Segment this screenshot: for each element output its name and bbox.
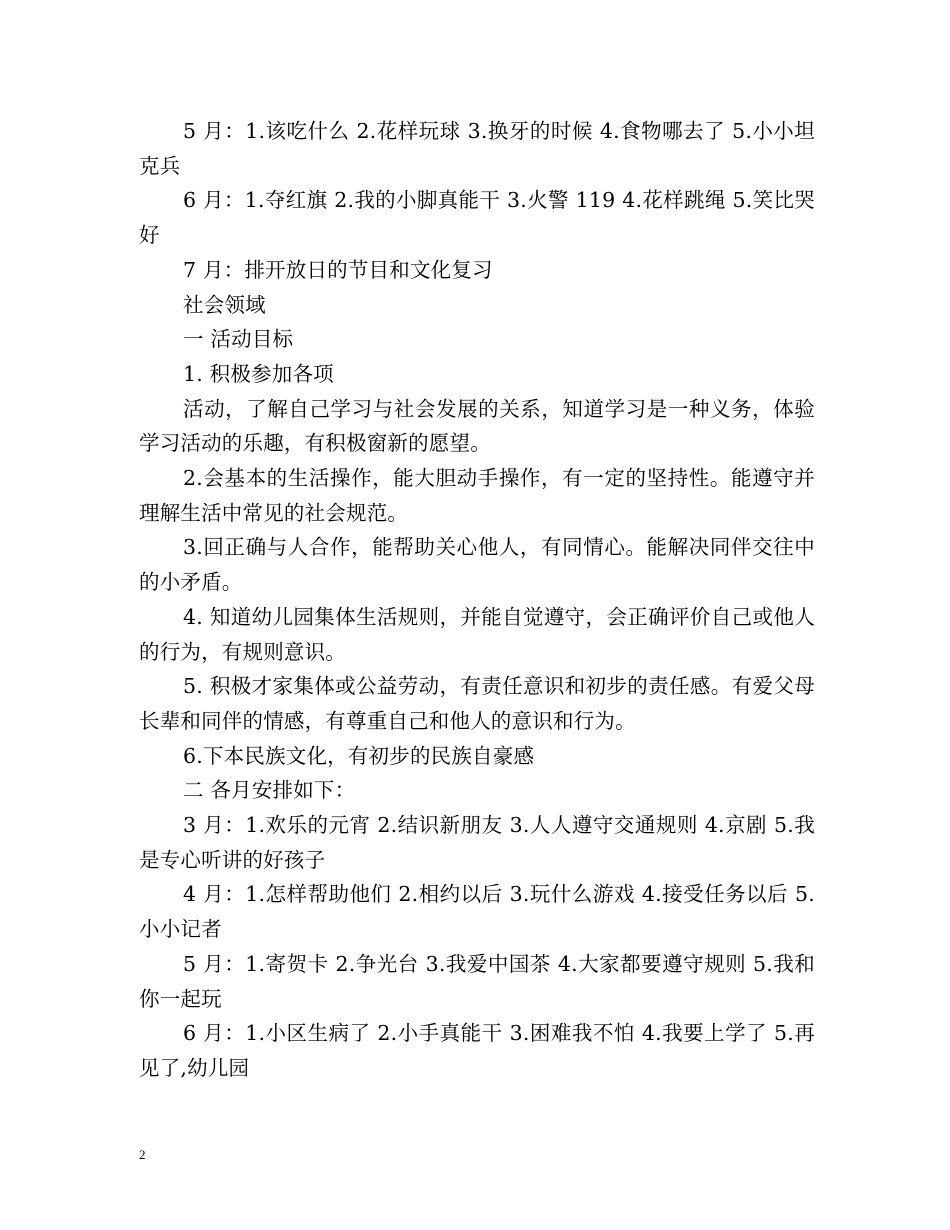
paragraph-social-april: 4 月：1.怎样帮助他们 2.相约以后 3.玩什么游戏 4.接受任务以后 5.小小记者 xyxy=(139,882,815,942)
document-body xyxy=(139,114,815,1086)
goal-item-1-continued: 活动，了解自己学习与社会发展的关系，知道学习是一种义务，体验学习活动的乐趣，有积极窗新的愿望。 xyxy=(139,396,815,456)
goal-item-1: 1. 积极参加各项 xyxy=(183,361,334,386)
paragraph-health-june: 6 月：1.夺红旗 2.我的小脚真能干 3.火警 119 4.花样跳绳 5.笑比哭好 xyxy=(139,188,815,248)
subheading-activity-goals: 一 活动目标 xyxy=(183,327,294,352)
goal-item-6: 6.下本民族文化，有初步的民族自豪感 xyxy=(183,743,535,768)
paragraph-health-july: 7 月：排开放日的节目和文化复习 xyxy=(183,257,493,282)
page-number: 2 xyxy=(139,1147,146,1162)
paragraph-social-march: 3 月：1.欢乐的元宵 2.结识新朋友 3.人人遵守交通规则 4.京剧 5.我是专心听讲的好孩子 xyxy=(139,813,815,872)
subheading-monthly-plan: 二 各月安排如下： xyxy=(183,778,356,803)
paragraph-health-may: 5 月：1.该吃什么 2.花样玩球 3.换牙的时候 4.食物哪去了 5.小小坦克兵 xyxy=(139,119,815,178)
goal-item-3: 3.回正确与人合作，能帮助关心他人，有同情心。能解决同伴交往中的小矛盾。 xyxy=(139,535,815,595)
goal-item-4: 4. 知道幼儿园集体生活规则，并能自觉遵守，会正确评价自己或他人的行为，有规则意识。 xyxy=(139,604,815,664)
goal-item-5: 5. 积极才家集体或公益劳动，有责任意识和初步的责任感。有爱父母长辈和同伴的情感，有尊重自己和他人的意识和行为。 xyxy=(139,674,815,733)
paragraph-social-may: 5 月：1.寄贺卡 2.争光台 3.我爱中国茶 4.大家都要遵守规则 5.我和你一起玩 xyxy=(139,951,815,1011)
goal-item-2: 2.会基本的生活操作，能大胆动手操作，有一定的坚持性。能遵守并理解生活中常见的社会规范。 xyxy=(139,466,815,525)
section-heading-social: 社会领域 xyxy=(183,292,266,317)
paragraph-social-june: 6 月：1.小区生病了 2.小手真能干 3.困难我不怕 4.我要上学了 5.再见了,幼儿园 xyxy=(139,1021,815,1080)
